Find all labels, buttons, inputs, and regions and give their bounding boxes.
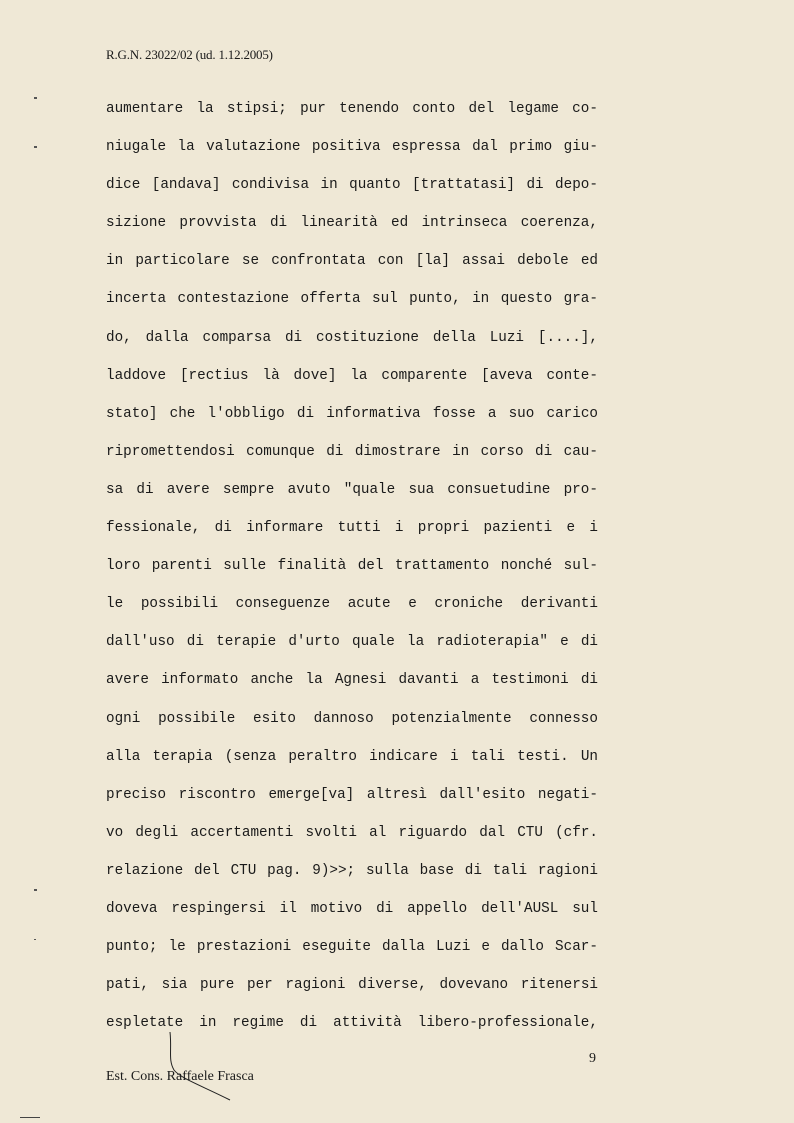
body-line: niugale la valutazione positiva espressa dal primo giu- [106, 139, 598, 156]
body-line: vo degli accertamenti svolti al riguardo dal CTU (cfr. [106, 824, 598, 841]
margin-mark [34, 889, 37, 891]
body-line: laddove [rectius là dove] la comparente [aveva conte- [106, 367, 598, 384]
body-line: fessionale, di informare tutti i propri pazienti e i [106, 520, 598, 537]
handwritten-signature [160, 1030, 260, 1105]
body-line: le possibili conseguenze acute e croniche derivanti [106, 596, 598, 613]
body-line: loro parenti sulle finalità del trattamento nonché sul- [106, 558, 598, 575]
body-line: in particolare se confrontata con [la] assai debole ed [106, 253, 598, 270]
body-line: sa di avere sempre avuto "quale sua consuetudine pro- [106, 481, 598, 498]
margin-mark [34, 146, 37, 148]
body-line: dice [andava] condivisa in quanto [trattatasi] di depo- [106, 177, 598, 194]
document-body [106, 90, 598, 1042]
body-line: alla terapia (senza peraltro indicare i tali testi. Un [106, 748, 598, 765]
body-line: relazione del CTU pag. 9)>>; sulla base di tali ragioni [106, 862, 598, 879]
bottom-rule [20, 1117, 40, 1118]
signatory-footer: Est. Cons. Raffaele Frasca [106, 1069, 254, 1084]
margin-mark [34, 97, 37, 99]
body-line: doveva respingersi il motivo di appello dell'AUSL sul [106, 900, 598, 917]
body-line: espletate in regime di attività libero-professionale, [106, 1015, 598, 1032]
body-line: dall'uso di terapie d'urto quale la radioterapia" e di [106, 634, 598, 651]
body-line: stato] che l'obbligo di informativa fosse a suo carico [106, 405, 598, 422]
body-line: ripromettendosi comunque di dimostrare in corso di cau- [106, 443, 598, 460]
body-line: sizione provvista di linearità ed intrinseca coerenza, [106, 215, 598, 232]
body-line: incerta contestazione offerta sul punto, in questo gra- [106, 291, 598, 308]
body-line: avere informato anche la Agnesi davanti a testimoni di [106, 672, 598, 689]
body-line: preciso riscontro emerge[va] altresì dall'esito negati- [106, 786, 598, 803]
body-line: do, dalla comparsa di costituzione della Luzi [....], [106, 329, 598, 346]
margin-mark [34, 939, 36, 940]
body-line: aumentare la stipsi; pur tenendo conto del legame co- [106, 101, 598, 117]
body-line: pati, sia pure per ragioni diverse, dovevano ritenersi [106, 977, 598, 994]
page-number: 9 [589, 1051, 596, 1066]
body-line: ogni possibile esito dannoso potenzialmente connesso [106, 710, 598, 727]
case-reference-header: R.G.N. 23022/02 (ud. 1.12.2005) [106, 47, 273, 62]
body-line: punto; le prestazioni eseguite dalla Luzi e dallo Scar- [106, 939, 598, 956]
